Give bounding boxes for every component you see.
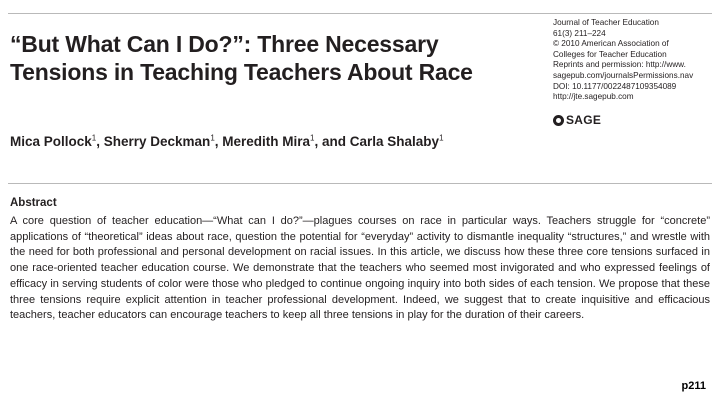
sage-logo-icon bbox=[553, 115, 564, 126]
author-name: Sherry Deckman bbox=[103, 134, 211, 149]
author-name: Mica Pollock bbox=[10, 134, 92, 149]
journal-meta-line: © 2010 American Association of bbox=[553, 39, 669, 49]
journal-meta bbox=[553, 18, 718, 103]
journal-meta-line: http://jte.sagepub.com bbox=[553, 92, 634, 102]
author-list bbox=[10, 134, 444, 149]
journal-meta-line: Colleges for Teacher Education bbox=[553, 49, 667, 59]
abstract-rule bbox=[8, 183, 712, 184]
author-separator: , bbox=[96, 134, 104, 149]
author-affiliation: 1 bbox=[91, 133, 97, 143]
journal-meta-line: Journal of Teacher Education bbox=[553, 18, 659, 27]
page-number: p211 bbox=[681, 380, 706, 392]
author-affiliation: 1 bbox=[439, 133, 444, 143]
article-title: “But What Can I Do?”: Three Necessary Tensions in Teaching Teachers About Race bbox=[10, 31, 473, 85]
journal-meta-line: DOI: 10.1177/0022487109354089 bbox=[553, 81, 677, 91]
abstract-text: A core question of teacher education—“What can I do?”—plagues courses on race in particular ways. Teachers struggle for “concrete” applications of “theoretical” ideas about race, question the potential for “everyday” activity to dismantle inequality “structures,” and wrestle with the need for both professional and personal development on racial issues. In this article, we discuss how these three core tensions surfaced in one race-oriented teacher education course. We demonstrate that the teachers who seemed most invigorated and who expressed feelings of efficacy in serving students of color were those who pledged to continue ongoing inquiry into both sides of each tension. We propose that these three tensions require explicit attention in teacher professional development. Indeed, we suggest that to create inquisitive and efficacious teachers, teacher educators can encourage teachers to keep all three tensions in play for the duration of their careers. bbox=[10, 215, 710, 322]
sage-logo-text: SAGE bbox=[566, 113, 602, 127]
top-rule bbox=[8, 13, 712, 14]
author-separator: , bbox=[214, 134, 223, 149]
journal-meta-line: Reprints and permission: http://www. bbox=[553, 60, 686, 70]
author-affiliation: 1 bbox=[210, 133, 215, 143]
journal-meta-line: 61(3) 211–224 bbox=[553, 28, 606, 38]
author-name: Carla Shalaby bbox=[349, 134, 440, 149]
author-affiliation: 1 bbox=[310, 133, 315, 143]
journal-meta-line: sagepub.com/journalsPermissions.nav bbox=[553, 70, 694, 80]
author-name: Meredith Mira bbox=[222, 134, 311, 149]
sage-logo bbox=[553, 113, 601, 127]
author-separator: , and bbox=[314, 134, 350, 149]
abstract-heading: Abstract bbox=[10, 197, 57, 209]
